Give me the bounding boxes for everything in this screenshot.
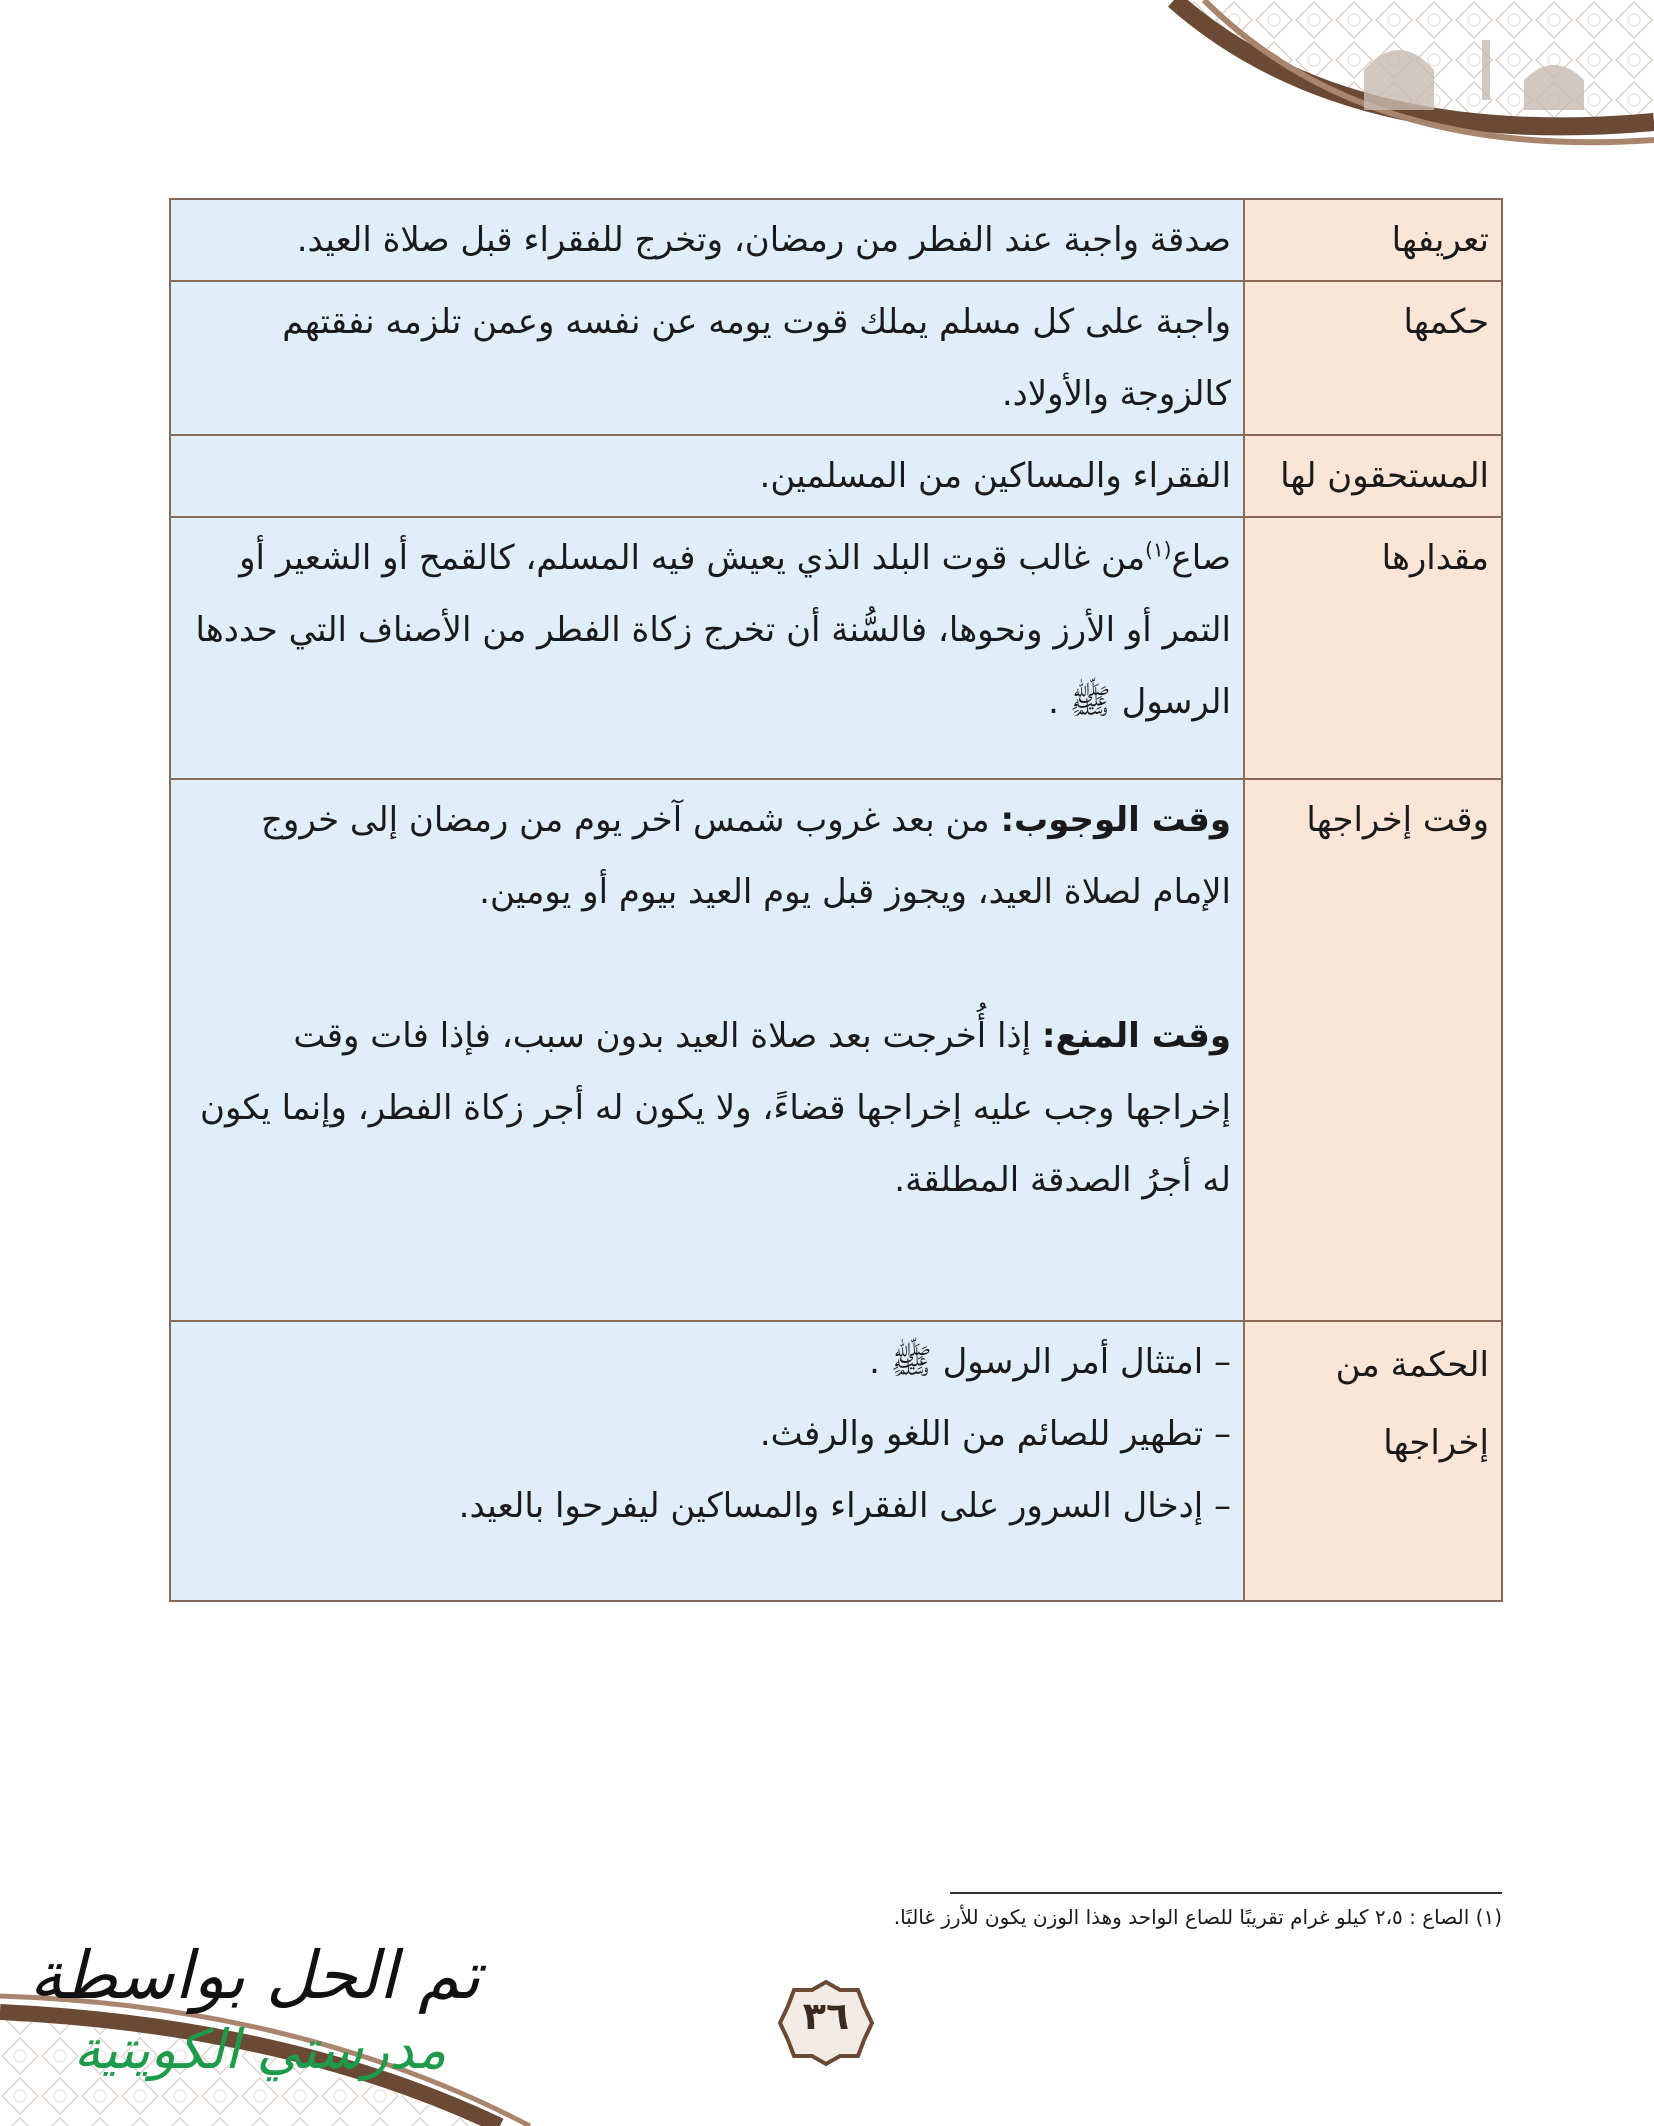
table-row xyxy=(170,435,1502,517)
table-row xyxy=(170,1321,1502,1601)
row-label-ruling: حكمها xyxy=(1244,281,1502,435)
page-number-frame xyxy=(776,1978,876,2068)
row-content-wisdom xyxy=(170,1321,1244,1601)
row-label-timing: وقت إخراجها xyxy=(1244,779,1502,1321)
row-label-recipients: المستحقون لها xyxy=(1244,435,1502,517)
table-row xyxy=(170,779,1502,1321)
row-content-ruling: واجبة على كل مسلم يملك قوت يومه عن نفسه وعمن تلزمه نفقتهم كالزوجة والأولاد. xyxy=(170,281,1244,435)
table-row xyxy=(170,517,1502,779)
row-content-recipients: الفقراء والمساكين من المسلمين. xyxy=(170,435,1244,517)
row-label-definition: تعريفها xyxy=(1244,199,1502,281)
obligation-time-title: وقت الوجوب: xyxy=(1000,800,1231,840)
watermark-solved-by: تم الحل بواسطة xyxy=(29,1937,481,2014)
page-number: ٣٦ xyxy=(802,1994,850,2038)
row-content-amount: صاع$^{(١)}$من غالب قوت البلد الذي يعيش فيه المسلم، كالقمح أو الشعير أو التمر أو الأرز ونحوها، فالسُّنة أن تخرج زكاة الفطر من الأصناف التي حددها الرسول ﷺ . xyxy=(170,517,1244,779)
list-item: – امتثال أمر الرسول ﷺ . xyxy=(869,1342,1231,1382)
footnote-divider xyxy=(950,1892,1502,1894)
table-row xyxy=(170,199,1502,281)
zakat-al-fitr-table xyxy=(169,198,1503,1602)
corner-ornament-top xyxy=(1094,0,1654,160)
list-item: – تطهير للصائم من اللغو والرفث. xyxy=(759,1414,1231,1454)
footnote-marker[interactable]: (١) xyxy=(1145,537,1172,562)
footnote: (١) الصاع : ٢،٥ كيلو غرام تقريبًا للصاع الواحد وهذا الوزن يكون للأرز غالبًا. xyxy=(893,1905,1502,1929)
row-label-wisdom: الحكمة من إخراجها xyxy=(1244,1321,1502,1601)
table-row xyxy=(170,281,1502,435)
row-label-amount: مقدارها xyxy=(1244,517,1502,779)
prohibited-time-title: وقت المنع: xyxy=(1041,1016,1231,1056)
row-content-definition: صدقة واجبة عند الفطر من رمضان، وتخرج للفقراء قبل صلاة العيد. xyxy=(170,199,1244,281)
row-content-timing: وقت الوجوب: من بعد غروب شمس آخر يوم من رمضان إلى خروج الإمام لصلاة العيد، ويجوز قبل يوم العيد بيوم أو يومين. وقت المنع: إذا أُخرجت بعد صلاة العيد بدون سبب، فإذا فات وقت إخراجها وجب عليه إخراجها قضاءً، ولا يكون له أجر زكاة الفطر، وإنما يكون له أجرُ الصدقة المطلقة. xyxy=(170,779,1244,1321)
list-item: – إدخال السرور على الفقراء والمساكين ليفرحوا بالعيد. xyxy=(458,1486,1231,1526)
watermark-school-name: مدرستي الكويتية xyxy=(73,2018,447,2081)
